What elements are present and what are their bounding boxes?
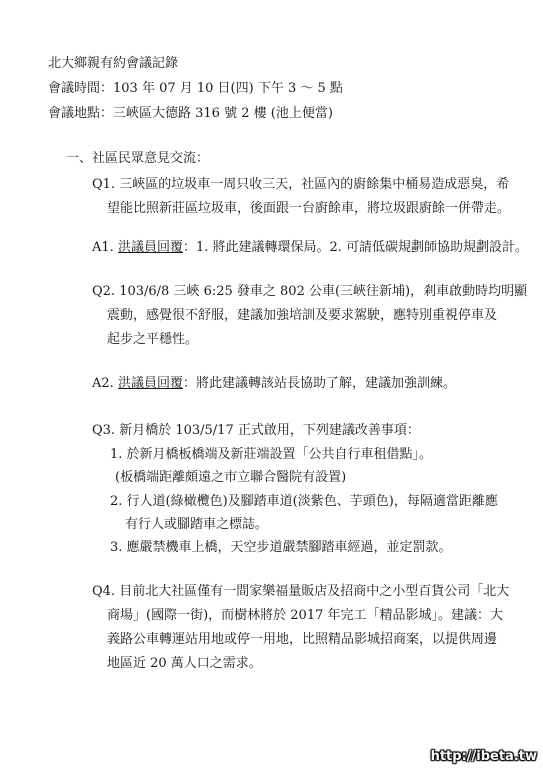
q4-line2: 商場」(國際一街)，而樹林將於 2017 年完工「精品影城」。建議：大	[107, 608, 503, 623]
q3-item2-line1: 2. 行人道(綠橄欖色)及腳踏車道(淡紫色、芋頭色)，每隔適當距離應	[110, 494, 498, 509]
section-heading: 一、社區民眾意見交流：	[66, 151, 210, 166]
q3-line1: Q3. 新月橋於 103/5/17 正式啟用，下列建議改善事項：	[92, 423, 420, 438]
a1-prefix: A1.	[92, 240, 118, 255]
a2-reply-label: 洪議員回覆	[117, 376, 183, 391]
a1-answer	[92, 239, 528, 257]
a2-answer	[92, 375, 456, 393]
site-watermark: http://ibeta.tw	[430, 749, 537, 764]
q2-line1: Q2. 103/6/8 三峽 6:25 發車之 802 公車(三峽往新埔)，剎車啟動時均明顯	[92, 284, 528, 299]
q3-item2-line2: 有行人或腳踏車之標誌。	[125, 517, 269, 532]
q4-line3: 義路公車轉運站用地或停一用地，比照精品影城招商案，以提供周邊	[107, 632, 498, 647]
meeting-place: 會議地點：三峽區大德路 316 號 2 樓 (池上便當)	[48, 106, 333, 121]
q3-item1-note: (板橋端距離頗遠之市立聯合醫院有設置)	[115, 470, 347, 485]
q4-line1: Q4. 目前北大社區僅有一間家樂福量販店及招商中之小型百貨公司「北大	[92, 584, 510, 599]
document-title: 北大鄉親有約會議記錄	[48, 56, 179, 71]
q1-line1: Q1. 三峽區的垃圾車一周只收三天，社區內的廚餘集中桶易造成惡臭，希	[92, 177, 510, 192]
q1-line2: 望能比照新莊區垃圾車，後面跟一台廚餘車，將垃圾跟廚餘一併帶走。	[107, 201, 511, 216]
q3-item3: 3. 應嚴禁機車上橋，天空步道嚴禁腳踏車經過，並定罰款。	[110, 540, 452, 555]
a2-text: ：將此建議轉該站長協助了解，建議加強訓練。	[182, 376, 456, 391]
q4-line4: 地區近 20 萬人口之需求。	[107, 656, 262, 671]
a1-text: ：1. 將此建議轉環保局。2. 可請低碳規劃師協助規劃設計。	[182, 240, 529, 255]
meeting-time: 會議時間：103 年 07 月 10 日(四) 下午 3 ～ 5 點	[48, 81, 343, 96]
q3-item1: 1. 於新月橋板橋端及新莊端設置「公共自行車租借點」。	[110, 447, 433, 462]
q2-line2: 震動，感覺很不舒服，建議加強培訓及要求駕駛，應特別重視停車及	[107, 308, 498, 323]
q2-line3: 起步之平穩性。	[107, 332, 199, 347]
a1-reply-label: 洪議員回覆	[117, 240, 183, 255]
a2-prefix: A2.	[92, 376, 118, 391]
